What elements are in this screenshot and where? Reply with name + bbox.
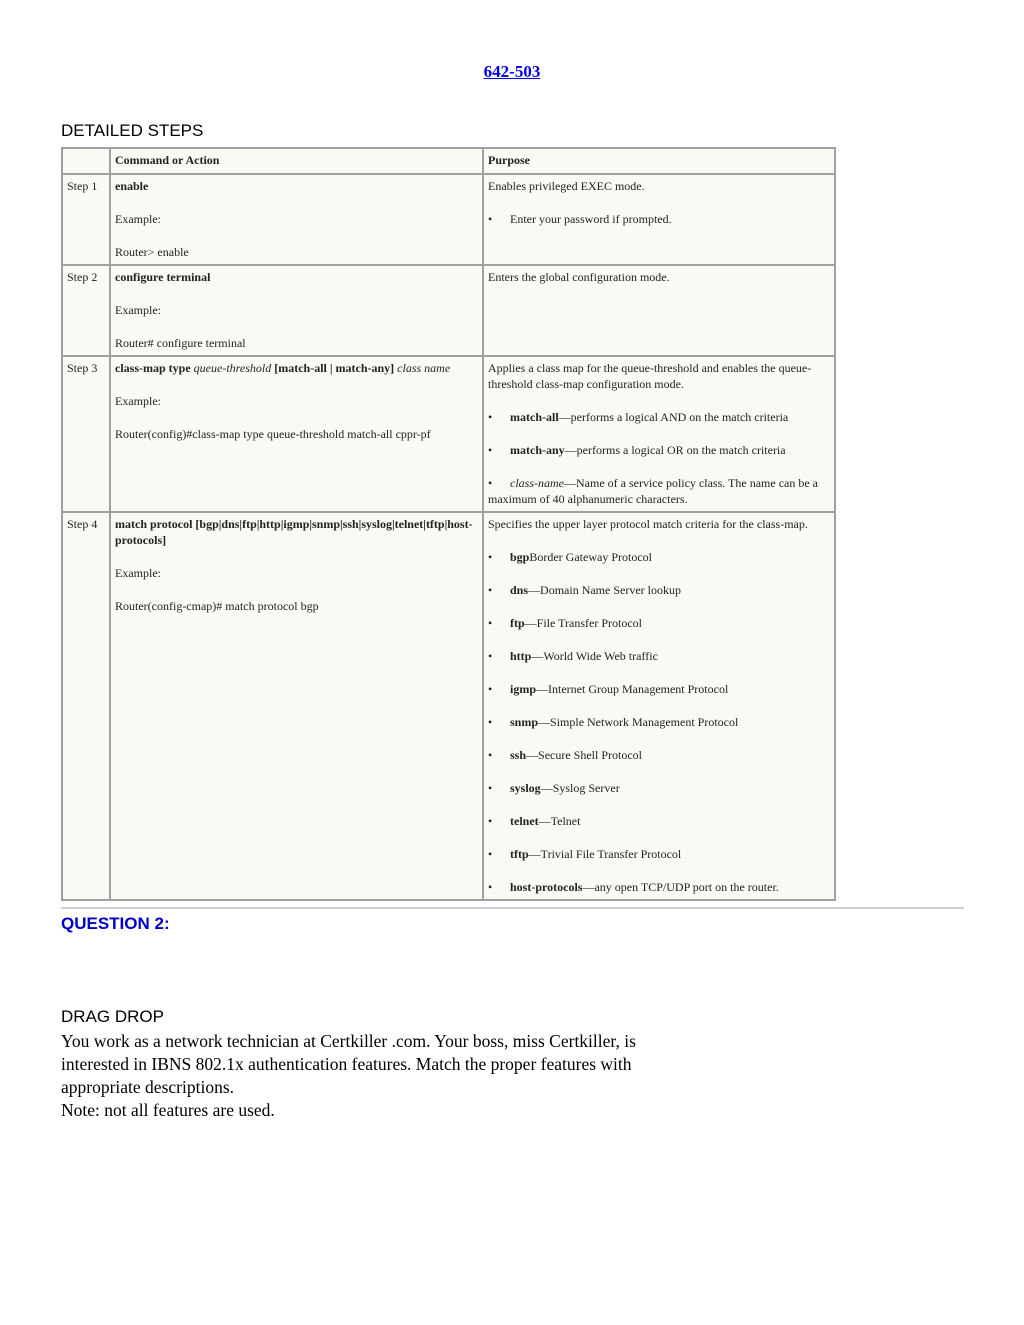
example-label: Example: bbox=[115, 394, 161, 408]
list-item bbox=[488, 582, 830, 598]
list-item bbox=[488, 813, 830, 829]
bullet-icon: • bbox=[488, 410, 493, 424]
command-cell bbox=[110, 174, 483, 265]
list-item bbox=[488, 714, 830, 730]
question-label: QUESTION 2: bbox=[61, 914, 170, 933]
bullet-term: snmp bbox=[510, 715, 539, 729]
section-title: DETAILED STEPS bbox=[61, 121, 204, 140]
list-item bbox=[488, 442, 830, 458]
bullet-term: dns bbox=[510, 583, 529, 597]
table-row bbox=[62, 174, 835, 265]
list-item bbox=[488, 549, 830, 565]
bullet-text: —Trivial File Transfer Protocol bbox=[528, 847, 682, 861]
question-type: DRAG DROP bbox=[61, 1007, 164, 1026]
purpose-cell bbox=[483, 356, 835, 512]
section-divider bbox=[61, 907, 964, 909]
step-label: Step 1 bbox=[62, 174, 110, 265]
command-cell bbox=[110, 356, 483, 512]
bullet-icon: • bbox=[488, 443, 493, 457]
bullet-text: —File Transfer Protocol bbox=[524, 616, 643, 630]
bullet-term: class-name bbox=[510, 476, 564, 490]
bullet-term: http bbox=[510, 649, 532, 663]
bullet-text: —Domain Name Server lookup bbox=[528, 583, 681, 597]
bullet-icon: • bbox=[488, 476, 493, 490]
list-item bbox=[488, 211, 830, 227]
purpose-cell bbox=[483, 512, 835, 900]
question-line: appropriate descriptions. bbox=[61, 1077, 235, 1097]
bullet-text: —Syslog Server bbox=[540, 781, 620, 795]
bullet-term: ftp bbox=[510, 616, 525, 630]
bullet-icon: • bbox=[488, 583, 493, 597]
question-line: Note: not all features are used. bbox=[61, 1100, 275, 1120]
bullet-term: host-protocols bbox=[510, 880, 583, 894]
header-step bbox=[62, 148, 110, 174]
list-item bbox=[488, 475, 830, 507]
bullet-icon: • bbox=[488, 814, 493, 828]
bullet-text: —Name of a service policy class. The name can be a maximum of 40 alphanumeric characters. bbox=[488, 476, 819, 506]
bullet-term: tftp bbox=[510, 847, 529, 861]
command-cell bbox=[110, 512, 483, 900]
example-label: Example: bbox=[115, 566, 161, 580]
example-text: Router> enable bbox=[115, 245, 189, 259]
command-text: enable bbox=[115, 179, 149, 193]
command-cell bbox=[110, 265, 483, 356]
purpose-cell bbox=[483, 174, 835, 265]
example-text: Router(config-cmap)# match protocol bgp bbox=[115, 599, 319, 613]
step-label: Step 4 bbox=[62, 512, 110, 900]
bullet-text: —performs a logical OR on the match criteria bbox=[564, 443, 786, 457]
bullet-icon: • bbox=[488, 781, 493, 795]
list-item bbox=[488, 846, 830, 862]
example-text: Router# configure terminal bbox=[115, 336, 246, 350]
step-label: Step 2 bbox=[62, 265, 110, 356]
question-line: You work as a network technician at Certkiller .com. Your boss, miss Certkiller, is bbox=[61, 1031, 636, 1051]
bullet-text: Enter your password if prompted. bbox=[510, 212, 672, 226]
question-body bbox=[61, 1030, 761, 1122]
header-purpose: Purpose bbox=[483, 148, 835, 174]
bullet-term: telnet bbox=[510, 814, 539, 828]
bullet-text: —Internet Group Management Protocol bbox=[536, 682, 729, 696]
bullet-text: —Secure Shell Protocol bbox=[526, 748, 642, 762]
bullet-term: match-all bbox=[510, 410, 559, 424]
purpose-intro: Enables privileged EXEC mode. bbox=[488, 179, 645, 193]
header-link[interactable]: 642-503 bbox=[483, 62, 541, 81]
bullet-term: ssh bbox=[510, 748, 527, 762]
bullet-text: —Simple Network Management Protocol bbox=[538, 715, 739, 729]
bullet-text: Border Gateway Protocol bbox=[529, 550, 652, 564]
command-text: class-map type queue-threshold [match-all | match-any] class name bbox=[115, 361, 451, 375]
list-item bbox=[488, 747, 830, 763]
list-item bbox=[488, 409, 830, 425]
bullet-term: syslog bbox=[510, 781, 541, 795]
step-label: Step 3 bbox=[62, 356, 110, 512]
table-row bbox=[62, 356, 835, 512]
bullet-text: —Telnet bbox=[538, 814, 581, 828]
bullet-icon: • bbox=[488, 847, 493, 861]
example-label: Example: bbox=[115, 303, 161, 317]
question-line: interested in IBNS 802.1x authentication features. Match the proper features with bbox=[61, 1054, 632, 1074]
command-text: configure terminal bbox=[115, 270, 211, 284]
bullet-icon: • bbox=[488, 880, 493, 894]
bullet-text: —World Wide Web traffic bbox=[531, 649, 658, 663]
table-header-row bbox=[62, 148, 835, 174]
bullet-icon: • bbox=[488, 748, 493, 762]
table-row bbox=[62, 265, 835, 356]
bullet-icon: • bbox=[488, 649, 493, 663]
list-item bbox=[488, 681, 830, 697]
list-item bbox=[488, 648, 830, 664]
header-command: Command or Action bbox=[110, 148, 483, 174]
bullet-icon: • bbox=[488, 715, 493, 729]
list-item bbox=[488, 879, 830, 895]
bullet-text: —any open TCP/UDP port on the router. bbox=[582, 880, 779, 894]
example-label: Example: bbox=[115, 212, 161, 226]
bullet-term: bgp bbox=[510, 550, 530, 564]
detailed-steps-table bbox=[61, 147, 836, 901]
command-text: match protocol [bgp|dns|ftp|http|igmp|snmp|ssh|syslog|telnet|tftp|host-protocols] bbox=[115, 517, 473, 547]
bullet-icon: • bbox=[488, 212, 493, 226]
purpose-intro: Specifies the upper layer protocol match criteria for the class-map. bbox=[488, 517, 808, 531]
bullet-text: —performs a logical AND on the match criteria bbox=[558, 410, 789, 424]
purpose-intro: Enters the global configuration mode. bbox=[488, 270, 670, 284]
bullet-term: match-any bbox=[510, 443, 565, 457]
bullet-icon: • bbox=[488, 550, 493, 564]
table-row bbox=[62, 512, 835, 900]
bullet-term: igmp bbox=[510, 682, 537, 696]
purpose-intro: Applies a class map for the queue-threshold and enables the queue-threshold class-map configuration mode. bbox=[488, 361, 812, 391]
purpose-cell bbox=[483, 265, 835, 356]
example-text: Router(config)#class-map type queue-threshold match-all cppr-pf bbox=[115, 427, 431, 441]
bullet-icon: • bbox=[488, 682, 493, 696]
list-item bbox=[488, 615, 830, 631]
bullet-icon: • bbox=[488, 616, 493, 630]
list-item bbox=[488, 780, 830, 796]
